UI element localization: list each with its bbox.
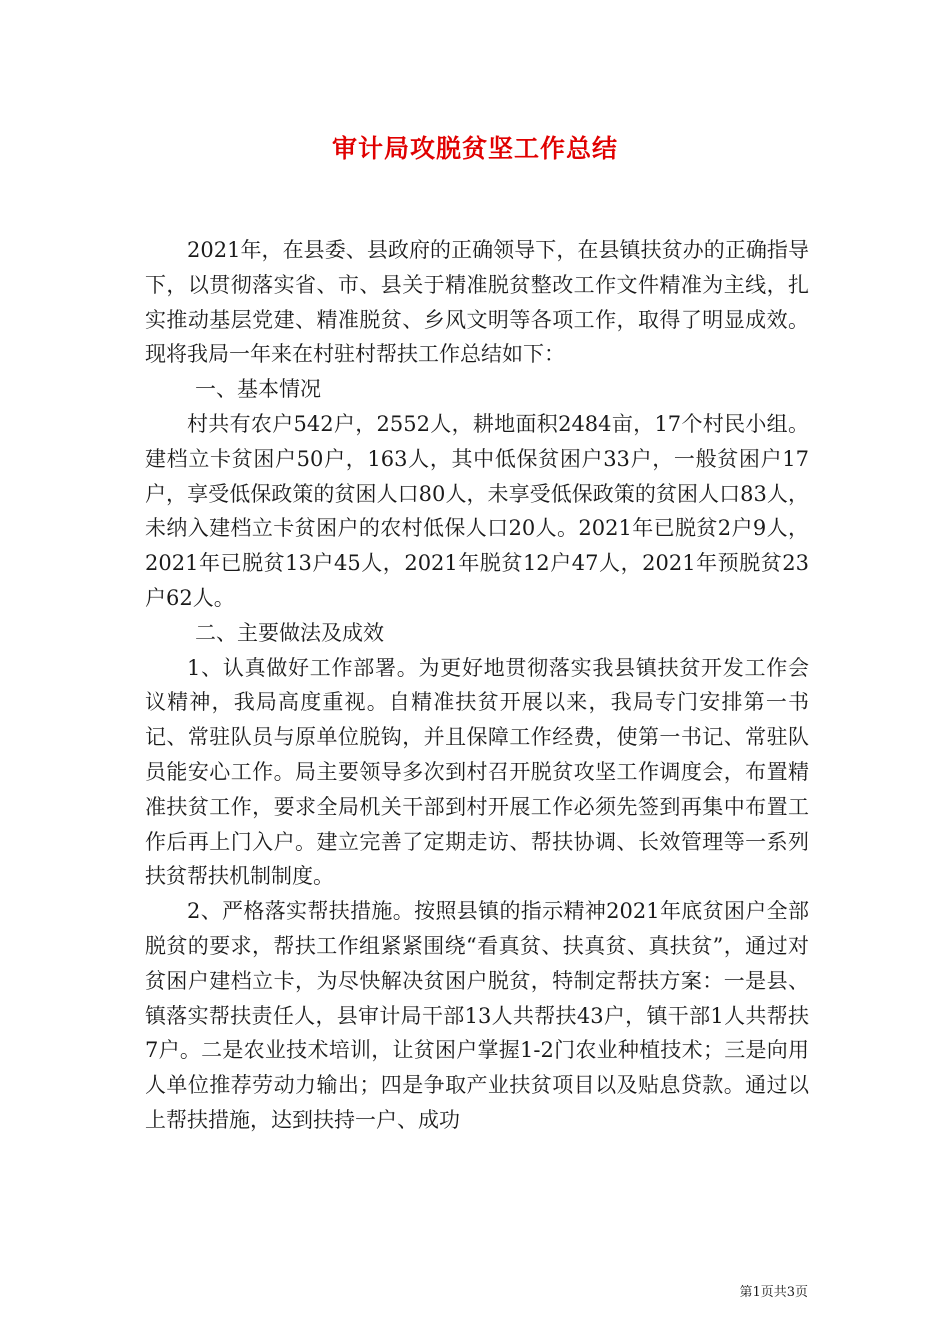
intro-paragraph: 2021年，在县委、县政府的正确领导下，在县镇扶贫办的正确指导下，以贯彻落实省、市、县关于精准脱贫整改工作文件精准为主线，扎实推动基层党建、精准脱贫、乡风文明等各项工作，取得了明显成效。现将我局一年来在村驻村帮扶工作总结如下：: [145, 238, 809, 367]
section-heading-basic-situation: 一、基本情况: [195, 377, 321, 402]
item-1-paragraph: 1、认真做好工作部署。为更好地贯彻落实我县镇扶贫开发工作会议精神，我局高度重视。自精准扶贫开展以来，我局专门安排第一书记、常驻队员与原单位脱钩，并且保障工作经费，使第一书记、常驻队员能安心工作。局主要领导多次到村召开脱贫攻坚工作调度会，布置精准扶贫工作，要求全局机关干部到村开展工作必须先签到再集中布置工作后再上门入户。建立完善了定期走访、帮扶协调、长效管理等一系列扶贫帮扶机制制度。: [145, 655, 809, 889]
item-2-paragraph: 2、严格落实帮扶措施。按照县镇的指示精神2021年底贫困户全部脱贫的要求，帮扶工作组紧紧围绕“看真贫、扶真贫、真扶贫”，通过对贫困户建档立卡，为尽快解决贫困户脱贫，特制定帮扶方案：一是县、镇落实帮扶责任人，县审计局干部13人共帮扶43户，镇干部1人共帮扶7户。二是农业技术培训，让贫困户掌握1-2门农业种植技术；三是向用人单位推荐劳动力输出；四是争取产业扶贫项目以及贴息贷款。通过以上帮扶措施，达到扶持一户、成功: [145, 899, 809, 1132]
document-body: [145, 233, 809, 1138]
section-heading-main-practices: 二、主要做法及成效: [195, 620, 384, 645]
document-title: 审计局攻脱贫坚工作总结: [331, 134, 618, 163]
page-number-footer: 第1页共3页: [739, 1285, 808, 1300]
basic-situation-paragraph: 村共有农户542户，2552人，耕地面积2484亩，17个村民小组。建档立卡贫困户50户，163人，其中低保贫困户33户，一般贫困户17户，享受低保政策的贫困人口80人，未享受低保政策的贫困人口83人，未纳入建档立卡贫困户的农村低保人口20人。2021年已脱贫2户9人，2021年已脱贫13户45人，2021年脱贫12户47人，2021年预脱贫23户62人。: [145, 411, 809, 610]
